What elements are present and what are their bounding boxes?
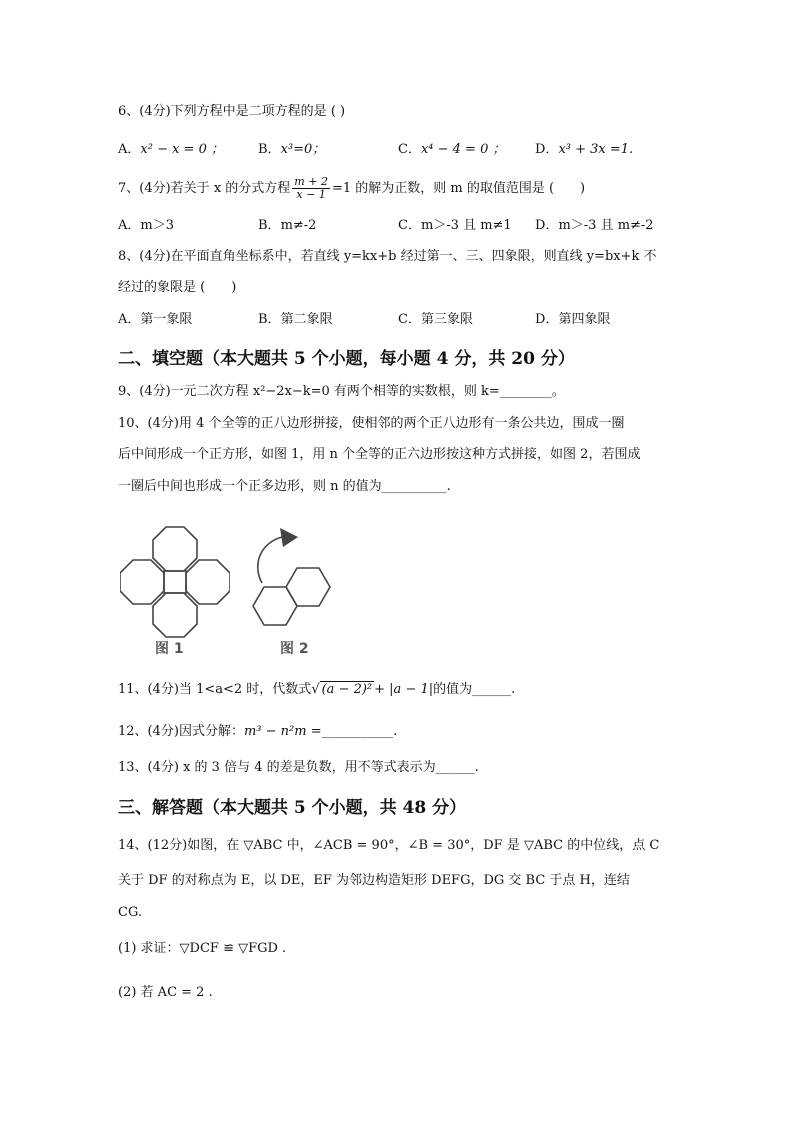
q10-line3: 一圈后中间也形成一个正多边形，则 n 的值为__________. — [118, 479, 451, 494]
figure-2-hexagons — [250, 525, 350, 655]
q7-fraction: $\frac{m + 2}{x - 1}$ — [294, 175, 328, 201]
q8-option-d: D．第四象限 — [535, 312, 611, 327]
q14-line1: 14、(12分)如图，在 ▽ABC 中，∠ACB = 90°，∠B = 30°，DF 是 ▽ABC 的中位线，点 C — [118, 838, 660, 853]
q6-stem: 6、(4分)下列方程中是二项方程的是 ( ) — [118, 104, 346, 119]
hexagon-left — [253, 587, 297, 625]
hexagon-right — [286, 568, 330, 606]
section-3-heading: 三、解答题（本大题共 5 个小题，共 48 分） — [118, 798, 467, 818]
figure-1-label: 图 1 — [155, 641, 184, 655]
q6-option-d: D．x³ + 3x =1. — [535, 142, 634, 157]
figure-2-label: 图 2 — [280, 641, 309, 655]
q6-option-a: A．x² − x = 0 ； — [118, 142, 224, 157]
arrow-head-icon — [280, 528, 298, 547]
q14-line3: CG. — [118, 905, 143, 920]
q8-option-b: B．第二象限 — [258, 312, 333, 327]
figure-1-octagons — [120, 525, 230, 655]
q10-line1: 10、(4分)用 4 个全等的正八边形拼接，使相邻的两个正八边形有一条公共边，围成一圈 — [118, 416, 625, 431]
q12-stem: 12、(4分)因式分解：m³ − n²m =___________. — [118, 724, 398, 739]
q8-option-a: A．第一象限 — [118, 312, 193, 327]
q9-stem: 9、(4分)一元二次方程 x²−2x−k=0 有两个相等的实数根，则 k=________。 — [118, 384, 565, 399]
octagon-left — [120, 560, 164, 604]
rotation-arrow — [258, 537, 282, 583]
q6-option-b: B．x³=0； — [258, 142, 326, 157]
q11-stem: 11、(4分)当 1<a<2 时，代数式√ (a − 2)² + |a − 1|的值为______. — [118, 682, 516, 697]
q7-stem: 7、(4分)若关于 x 的分式方程 $\frac{m + 2}{x - 1}$ =1 的解为正数，则 m 的取值范围是 ( ) — [118, 175, 586, 201]
q8-stem-line2: 经过的象限是 ( ) — [118, 280, 237, 295]
q6-option-c: C．x⁴ − 4 = 0 ； — [398, 142, 506, 157]
octagon-top — [153, 527, 197, 571]
q10-line2: 后中间形成一个正方形，如图 1，用 n 个全等的正六边形按这种方式拼接，如图 2，若围成 — [118, 447, 641, 462]
q7-option-b: B．m≠-2 — [258, 218, 317, 233]
q8-stem-line1: 8、(4分)在平面直角坐标系中，若直线 y=kx+b 经过第一、三、四象限，则直线 y=bx+k 不 — [118, 249, 657, 264]
q13-stem: 13、(4分) x 的 3 倍与 4 的差是负数，用不等式表示为______. — [118, 760, 479, 775]
q14-line2: 关于 DF 的对称点为 E，以 DE，EF 为邻边构造矩形 DEFG，DG 交 BC 于点 H，连结 — [118, 873, 630, 888]
q14-part1: (1) 求证：▽DCF ≌ ▽FGD . — [118, 941, 287, 956]
section-2-heading: 二、填空题（本大题共 5 个小题，每小题 4 分，共 20 分） — [118, 349, 575, 369]
octagon-right — [186, 560, 230, 604]
octagon-bottom — [153, 593, 197, 637]
center-square — [164, 571, 186, 593]
q8-option-c: C．第三象限 — [398, 312, 473, 327]
q7-option-a: A．m＞3 — [118, 218, 174, 233]
q14-part2: (2) 若 AC = 2 . — [118, 985, 213, 1000]
q11-radicand: (a − 2)² — [321, 682, 373, 697]
q7-option-c: C．m＞-3 且 m≠1 — [398, 218, 512, 233]
q7-option-d: D．m＞-3 且 m≠-2 — [535, 218, 654, 233]
